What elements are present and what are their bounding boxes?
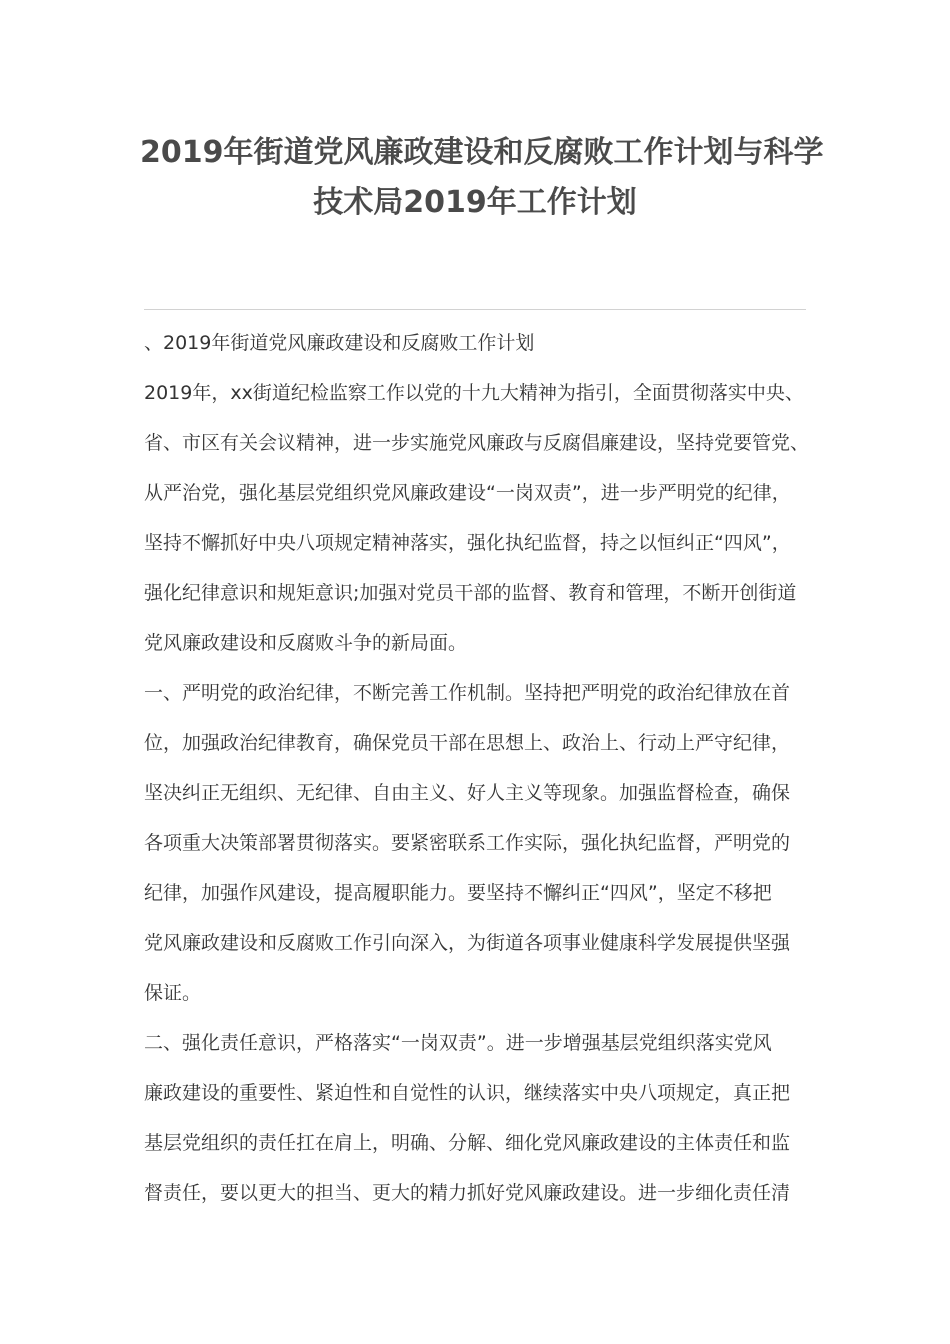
- document-body: [144, 318, 810, 1218]
- point-two-paragraph: [144, 1018, 806, 1218]
- point-one-paragraph: [144, 668, 806, 1018]
- text-line: 一、严明党的政治纪律，不断完善工作机制。坚持把严明党的政治纪律放在首: [144, 682, 791, 704]
- text-line: 强化纪律意识和规矩意识;加强对党员干部的监督、教育和管理，不断开创街道: [144, 582, 797, 604]
- title-divider: [144, 309, 806, 310]
- text-line: 从严治党，强化基层党组织党风廉政建设“一岗双责”，进一步严明党的纪律，: [144, 482, 791, 504]
- intro-paragraph: [144, 368, 810, 668]
- text-line: 党风廉政建设和反腐败工作引向深入，为街道各项事业健康科学发展提供坚强: [144, 932, 791, 954]
- text-line: 2019年，xx街道纪检监察工作以党的十九大精神为指引，全面贯彻落实中央、: [144, 382, 804, 404]
- text-line: 位，加强政治纪律教育，确保党员干部在思想上、政治上、行动上严守纪律，: [144, 732, 791, 754]
- text-line: 党风廉政建设和反腐败斗争的新局面。: [144, 632, 468, 654]
- text-line: 保证。: [144, 982, 202, 1004]
- title-line: 2019年街道党风廉政建设和反腐败工作计划与科学: [140, 135, 824, 170]
- text-line: 坚决纠正无组织、无纪律、自由主义、好人主义等现象。加强监督检查，确保: [144, 782, 791, 804]
- section-heading: [144, 318, 806, 368]
- text-line: 纪律，加强作风建设，提高履职能力。要坚持不懈纠正“四风”，坚定不移把: [144, 882, 772, 904]
- text-line: 二、强化责任意识，严格落实“一岗双责”。进一步增强基层党组织落实党风: [144, 1032, 772, 1054]
- text-line: 基层党组织的责任扛在肩上，明确、分解、细化党风廉政建设的主体责任和监: [144, 1132, 791, 1154]
- document-title: [140, 128, 824, 228]
- text-line: 督责任，要以更大的担当、更大的精力抓好党风廉政建设。进一步细化责任清: [144, 1182, 791, 1204]
- text-line: 坚持不懈抓好中央八项规定精神落实，强化执纪监督，持之以恒纠正“四风”，: [144, 532, 791, 554]
- text-line: 省、市区有关会议精神，进一步实施党风廉政与反腐倡廉建设，坚持党要管党、: [144, 432, 810, 454]
- text-line: 廉政建设的重要性、紧迫性和自觉性的认识，继续落实中央八项规定，真正把: [144, 1082, 791, 1104]
- title-line: 技术局2019年工作计划: [313, 185, 637, 220]
- text-line: 各项重大决策部署贯彻落实。要紧密联系工作实际，强化执纪监督，严明党的: [144, 832, 791, 854]
- text-line: 、2019年街道党风廉政建设和反腐败工作计划: [144, 332, 535, 354]
